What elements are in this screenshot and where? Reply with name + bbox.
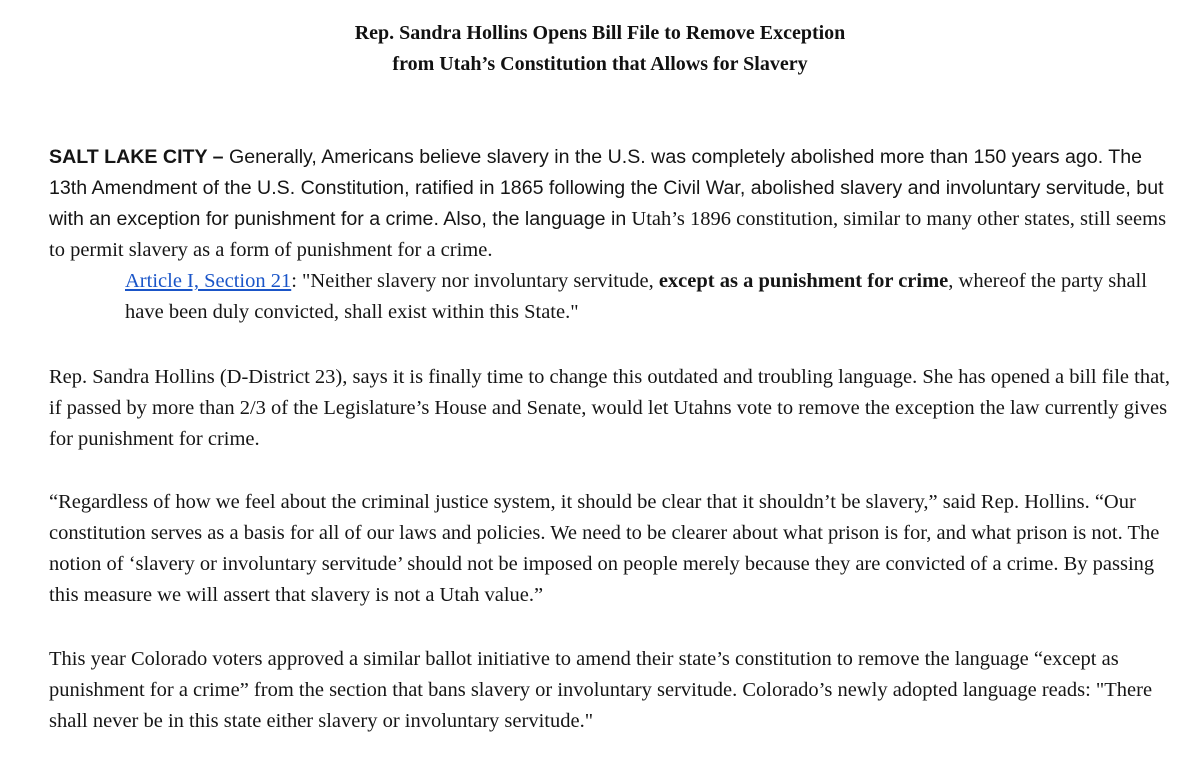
dateline: SALT LAKE CITY – — [49, 146, 224, 168]
quote-lead: : "Neither slavery nor involuntary servitude, — [291, 270, 659, 292]
colorado-paragraph: This year Colorado voters approved a similar ballot initiative to amend their state’s constitution to remove the language “except as punishment for a crime” from the section that bans slavery or involuntary servitude. Colorado’s newly adopted language reads: "There shall never be in this state either slavery or involuntary servitude." — [49, 648, 1153, 732]
hollins-paragraph: Rep. Sandra Hollins (D-District 23), says it is finally time to change this outdated and troubling language. She has opened a bill file that, if passed by more than 2/3 of the Legislature’s House and Senate, would let Utahns vote to remove the exception the law currently gives for punishment for crime. — [49, 366, 1171, 450]
intro-paragraph — [49, 142, 1179, 266]
article-link[interactable]: Article I, Section 21 — [125, 270, 292, 292]
headline — [0, 18, 1200, 80]
quote-tail: , whereof the party shall have been duly convicted, shall exist within this State." — [125, 270, 1147, 323]
hollins-quote-paragraph: “Regardless of how we feel about the criminal justice system, it should be clear that it shouldn’t be slavery,” said Rep. Hollins. “Our constitution serves as a basis for all of our laws and policies. We need to be clearer about what prison is for, and what prison is not. The notion of ‘slavery or involuntary servitude’ should not be imposed on people merely because they are convicted of a crime. By passing this measure we will assert that slavery is not a Utah value.” — [49, 491, 1160, 606]
headline-line-2: from Utah’s Constitution that Allows for Slavery — [392, 53, 808, 75]
intro-sans-text: Generally, Americans believe slavery in the U.S. was completely abolished more than 150 years ago. The 13th Amendment of the U.S. Constitution, ratified in 1865 following the Civil War, abolished slavery and involuntary servitude, but with an exception for punishment for a crime. Also, the language in — [49, 146, 1164, 230]
constitution-quote — [125, 266, 1170, 328]
intro-serif-text: Utah’s 1896 constitution, similar to many other states, still seems to permit slavery as a form of punishment for a crime. — [49, 208, 1167, 261]
headline-line-1: Rep. Sandra Hollins Opens Bill File to Remove Exception — [354, 22, 846, 44]
quote-emphasis: except as a punishment for crime — [658, 270, 949, 292]
